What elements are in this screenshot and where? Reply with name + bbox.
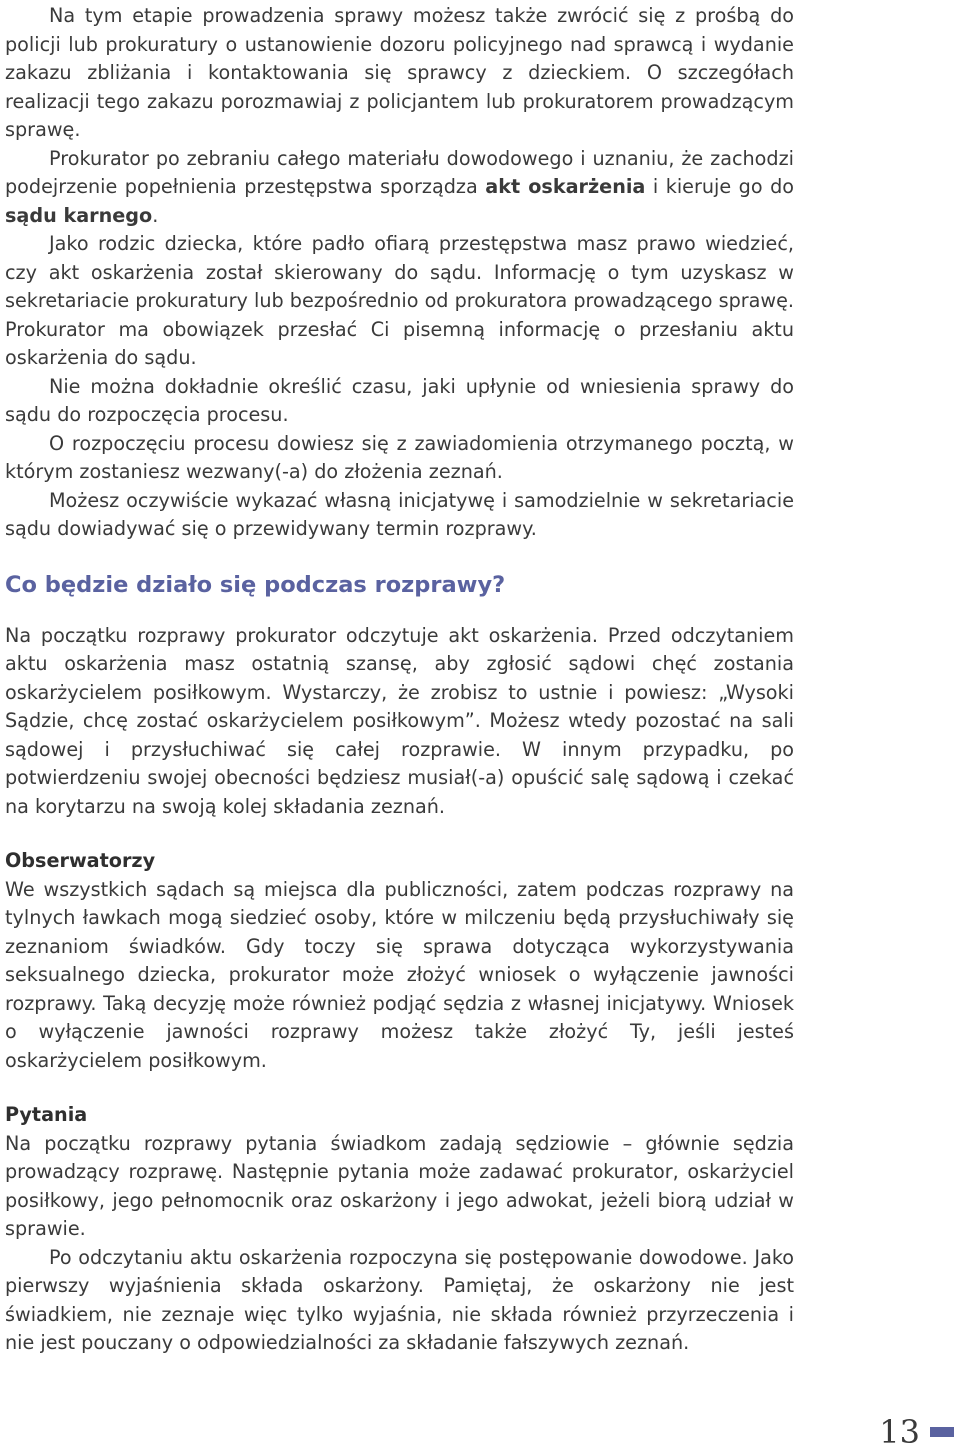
page-number: 13	[879, 1413, 920, 1451]
prosecutor-text-3: .	[152, 203, 159, 227]
intro-paragraph: Na tym etapie prowadzenia sprawy możesz także zwrócić się z prośbą do policji lub prokuratury o ustanowienie dozoru policyjnego nad sprawcą i wydanie zakazu zbliżania i kontaktowania się sprawcy z dzieckiem. O szczegółach realizacji tego zakazu porozmawiaj z policjantem lub prokuratorem prowadzącym sprawę.	[5, 4, 794, 141]
accent-bar	[930, 1427, 954, 1437]
prosecutor-text-2: i kieruje go do	[645, 175, 794, 198]
observers-heading: Obserwatorzy	[5, 849, 156, 872]
questions-paragraph-2: Po odczytaniu aktu oskarżenia rozpoczyna się postępowanie dowodowe. Jako pierwszy wyjaśnienia składa oskarżony. Pamiętaj, że oskarżony nie jest świadkiem, nie zeznaje więc tylko wyjaśnia, nie składa również przyrzeczenia i nie jest pouczany o odpowiedzialności za składanie fałszywych zeznań.	[5, 1245, 794, 1354]
timing-paragraph: Nie można dokładnie określić czasu, jaki upłynie od wniesienia sprawy do sądu do rozpoczęcia procesu.	[5, 374, 794, 426]
parent-rights-paragraph: Jako rodzic dziecka, które padło ofiarą przestępstwa masz prawo wiedzieć, czy akt oskarżenia został skierowany do sądu. Informację o tym uzyskasz w sekretariacie prokuratury lub bezpośrednio od prokuratora prowadzącego sprawę. Prokurator ma obowiązek przesłać Ci pisemną informację o przesłaniu aktu oskarżenia do sądu.	[5, 232, 794, 369]
section-title: Co będzie działo się podczas rozprawy?	[5, 571, 506, 598]
notification-paragraph: O rozpoczęciu procesu dowiesz się z zawiadomienia otrzymanego pocztą, w którym zostaniesz wezwany(-a) do złożenia zeznań.	[5, 431, 794, 483]
prosecutor-paragraph	[5, 145, 794, 231]
indictment-term: akt oskarżenia	[485, 175, 646, 198]
initiative-paragraph: Możesz oczywiście wykazać własną inicjatywę i samodzielnie w sekretariacie sądu dowiadywać się o przewidywany termin rozprawy.	[5, 488, 794, 540]
page-footer	[879, 1412, 954, 1452]
criminal-court-term: sądu karnego	[5, 203, 153, 227]
prosecutor-text-1: Prokurator po zebraniu całego materiału dowodowego i uznaniu, że zachodzi podejrzenie popełnienia przestępstwa sporządza	[5, 146, 794, 198]
section-intro-paragraph: Na początku rozprawy prokurator odczytuje akt oskarżenia. Przed odczytaniem aktu oskarżenia masz ostatnią szansę, aby zgłosić sądowi chęć zostania oskarżycielem posiłkowym. Wystarczy, że zrobisz to ustnie i powiesz: „Wysoki Sądzie, chcę zostać oskarżycielem posiłkowym”. Możesz wtedy pozostać na sali sądowej i przysłuchiwać się całej rozprawie. W innym przypadku, po potwierdzeniu swojej obecności będziesz musiał(-a) opuścić salę sądową i czekać na korytarzu na swoją kolej składania zeznań.	[5, 623, 794, 818]
questions-heading: Pytania	[5, 1103, 88, 1126]
questions-paragraph-1: Na początku rozprawy pytania świadkom zadają sędziowie – głównie sędzia prowadzący rozprawę. Następnie pytania może zadawać prokurator, oskarżyciel posiłkowy, jego pełnomocnik oraz oskarżony i jego adwokat, jeżeli biorą udział w sprawie.	[5, 1131, 794, 1240]
observers-paragraph: We wszystkich sądach są miejsca dla publiczności, zatem podczas rozprawy na tylnych ławkach mogą siedzieć osoby, które w milczeniu będą przysłuchiwały się zeznaniom świadków. Gdy toczy się sprawa dotycząca wykorzystywania seksualnego dziecka, prokurator może złożyć wniosek o wyłączenie jawności rozprawy. Taką decyzję może również podjąć sędzia z własnej inicjatywy. Wniosek o wyłączenie jawności rozprawy możesz także złożyć Ty, jeśli jesteś oskarżycielem posiłkowym.	[5, 877, 794, 1072]
page-content	[5, 2, 794, 1358]
